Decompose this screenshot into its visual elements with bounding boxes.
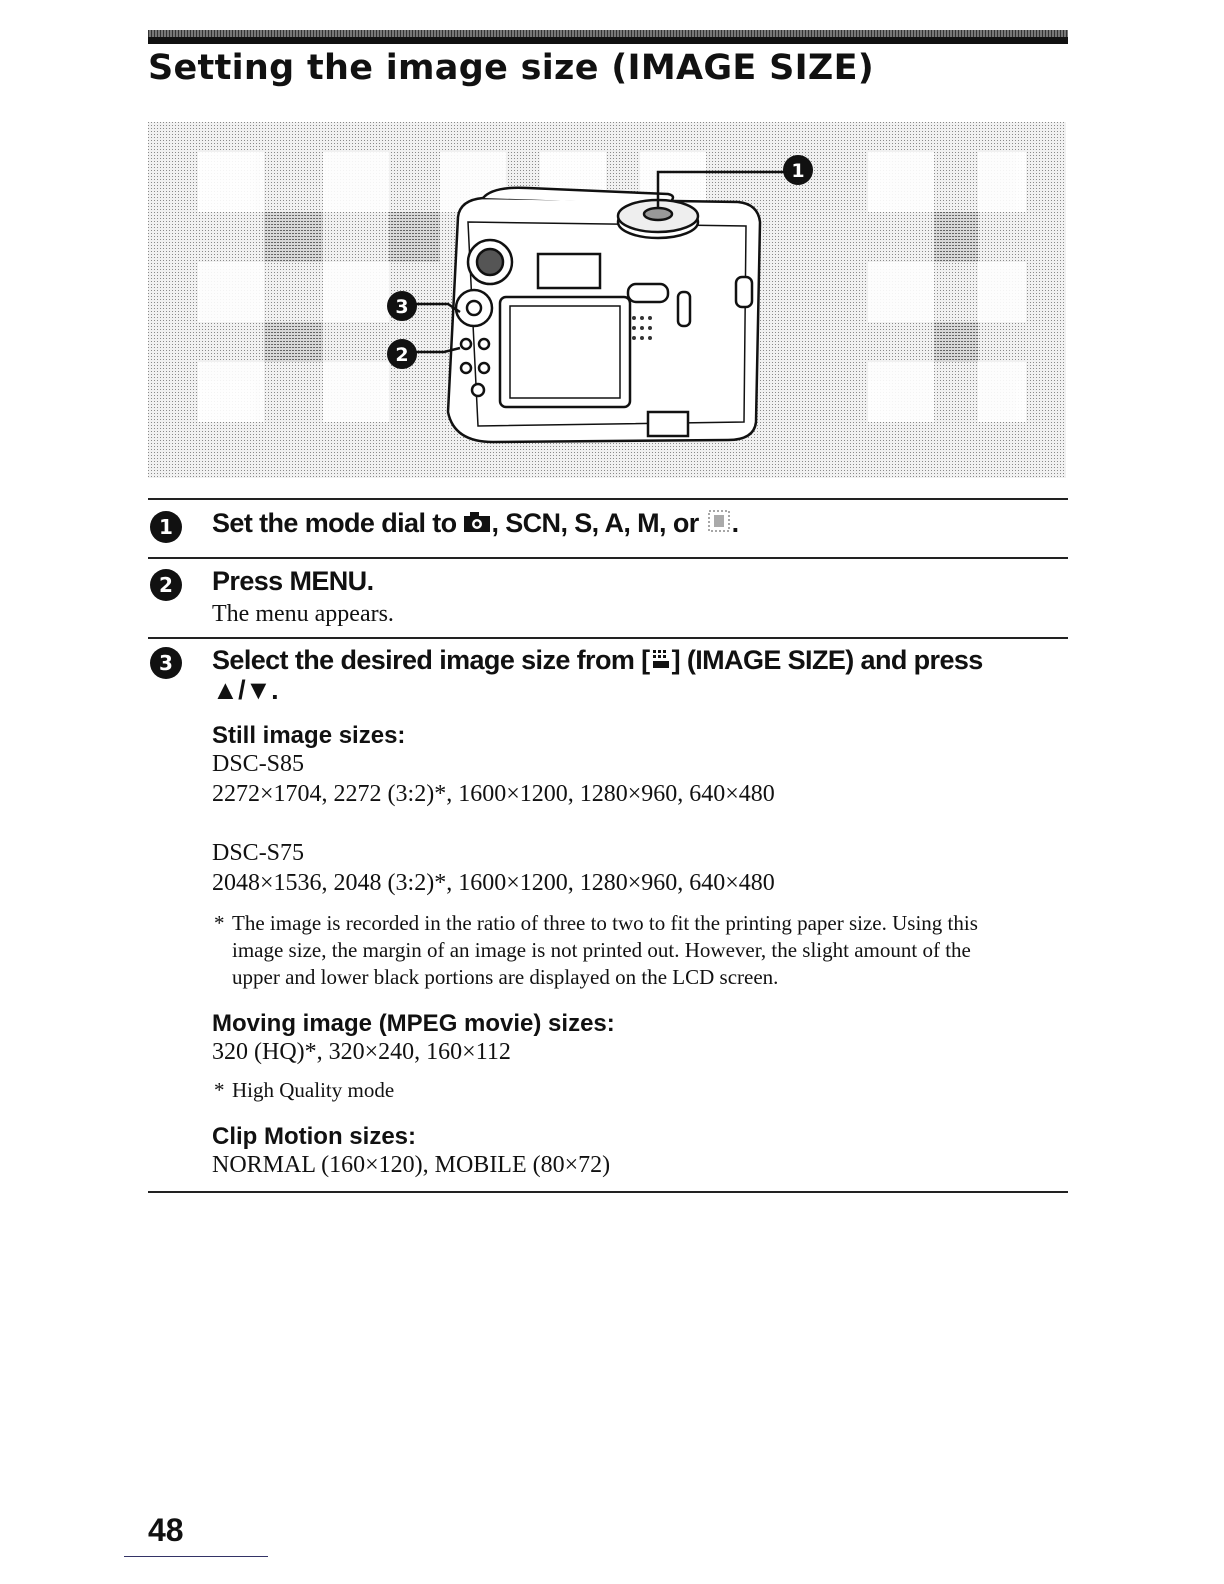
page-title: Setting the image size (IMAGE SIZE) bbox=[148, 48, 875, 88]
still-note-line-3: upper and lower black portions are displayed on the LCD screen. bbox=[232, 965, 779, 989]
clip-motion-heading: Clip Motion sizes: bbox=[212, 1123, 416, 1150]
movie-mode-icon bbox=[706, 509, 732, 540]
divider bbox=[148, 557, 1068, 559]
still-note-line-1: The image is recorded in the ratio of three to two to fit the printing paper size. Using this bbox=[232, 911, 978, 935]
step-2-number: 2 bbox=[150, 569, 182, 601]
step-1-text-prefix: Set the mode dial to bbox=[212, 508, 464, 538]
dsc-s75-sizes: 2048×1536, 2048 (3:2)*, 1600×1200, 1280×960, 640×480 bbox=[212, 870, 775, 896]
still-sizes-heading: Still image sizes: bbox=[212, 722, 406, 749]
movie-note: High Quality mode bbox=[232, 1078, 395, 1102]
divider bbox=[148, 637, 1068, 639]
step-1-text-suffix: , SCN, S, A, M, or bbox=[491, 508, 706, 538]
header-bar bbox=[148, 37, 1068, 44]
movie-note-mark: * bbox=[214, 1078, 225, 1102]
camera-mode-icon bbox=[463, 509, 491, 540]
page-number-underline bbox=[124, 1556, 268, 1557]
callout-2 bbox=[387, 339, 417, 369]
step-3-heading-line2: ▲/▼. bbox=[212, 675, 279, 705]
movie-sizes: 320 (HQ)*, 320×240, 160×112 bbox=[212, 1039, 511, 1065]
dsc-s75-model: DSC-S75 bbox=[212, 840, 305, 866]
svg-text:2: 2 bbox=[395, 344, 409, 366]
svg-text:3: 3 bbox=[395, 296, 409, 318]
divider bbox=[148, 498, 1068, 500]
camera-body bbox=[448, 188, 760, 442]
callout-1 bbox=[783, 155, 813, 185]
clip-motion-sizes: NORMAL (160×120), MOBILE (80×72) bbox=[212, 1152, 611, 1178]
step-2-description: The menu appears. bbox=[212, 601, 394, 627]
callout-3 bbox=[387, 291, 417, 321]
step-3-heading bbox=[212, 645, 983, 677]
step-1-number: 1 bbox=[150, 511, 182, 543]
step-2-heading: Press MENU. bbox=[212, 566, 374, 596]
dsc-s85-model: DSC-S85 bbox=[212, 751, 305, 777]
step-3-heading-suffix: ] (IMAGE SIZE) and press bbox=[671, 645, 983, 675]
svg-text:1: 1 bbox=[791, 160, 805, 182]
still-note bbox=[232, 910, 1068, 991]
still-note-mark: * bbox=[214, 911, 225, 935]
step-1-heading bbox=[212, 508, 738, 540]
step-3-heading-prefix: Select the desired image size from [ bbox=[212, 645, 650, 675]
still-note-line-2: image size, the margin of an image is not printed out. However, the slight amount of the bbox=[232, 938, 971, 962]
dsc-s85-sizes: 2272×1704, 2272 (3:2)*, 1600×1200, 1280×960, 640×480 bbox=[212, 781, 775, 807]
step-1-text-end: . bbox=[731, 508, 739, 538]
movie-sizes-heading: Moving image (MPEG movie) sizes: bbox=[212, 1010, 615, 1037]
divider bbox=[148, 1191, 1068, 1193]
camera-illustration bbox=[148, 122, 1066, 478]
step-3-number: 3 bbox=[150, 647, 182, 679]
image-size-icon bbox=[650, 646, 672, 677]
page-number: 48 bbox=[148, 1512, 184, 1548]
